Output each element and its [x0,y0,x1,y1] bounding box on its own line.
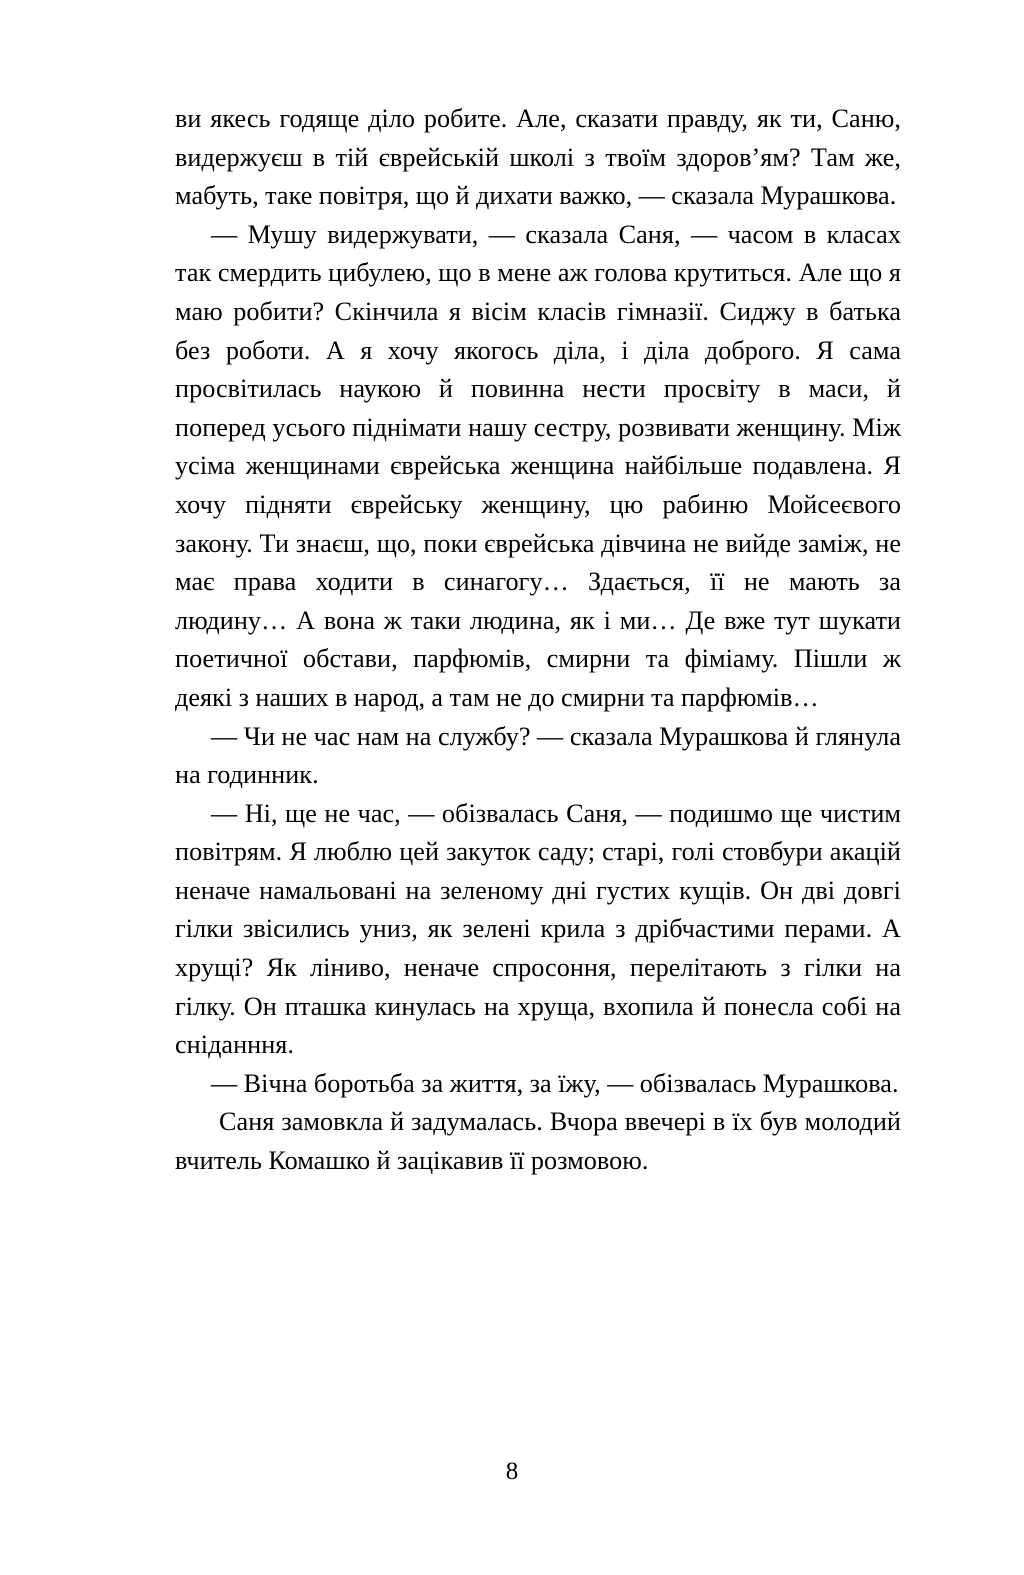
page-body-text [175,100,901,1181]
page-number: 8 [505,1458,519,1485]
paragraph: — Чи не час нам на службу? — сказала Мурашкова й глянула на годинник. [175,721,901,790]
paragraph: — Мушу видержувати, — сказала Саня, — часом в класах так смердить цибулею, що в мене аж голова крутиться. Але що я маю робити? Скінчила я вісім класів гімназії. Сиджу в батька без роботи. А я хочу якогось діла, і діла доброго. Я сама просвітилась наукою й повинна нести просвіту в маси, й поперед усього піднімати нашу сестру, розвивати женщину. Між усіма женщинами єврейська женщина найбільше подавлена. Я хочу підняти єврейську женщину, цю рабиню Мойсеєвого закону. Ти знаєш, що, поки єврейська дівчина не вийде заміж, не має права ходити в синагогу… Здається, її не мають за людину… А вона ж таки людина, як і ми… Де вже тут шукати поетичної обстави, парфюмів, смирни та фіміаму. Пішли ж деякі з наших в народ, а там не до смирни та парфюмів… [175,219,901,712]
paragraph: — Ні, ще не час, — обізвалась Саня, — подишмо ще чистим повітрям. Я люблю цей закуток саду; старі, голі стовбури акацій неначе намальовані на зеленому дні густих кущів. Он дві довгі гілки звісились униз, як зелені крила з дрібчастими перами. А хрущі? Як ліниво, неначе спросоння, перелітають з гілки на гілку. Он пташка кинулась на хруща, вхопила й понесла собі на сніданння. [175,798,901,1060]
paragraph: ви якесь годяще діло робите. Але, сказати правду, як ти, Саню, видержуєш в тій єврейській школі з твоїм здоров’ям? Там же, мабуть, таке повітря, що й дихати важко, — сказала Мурашкова. [175,104,901,211]
paragraph: Саня замовкла й задумалась. Вчора ввечері в їх був молодий вчитель Комашко й зацікавив її розмовою. [175,1107,901,1176]
paragraph: — Вічна боротьба за життя, за їжу, — обізвалась Мурашкова. [211,1068,899,1098]
